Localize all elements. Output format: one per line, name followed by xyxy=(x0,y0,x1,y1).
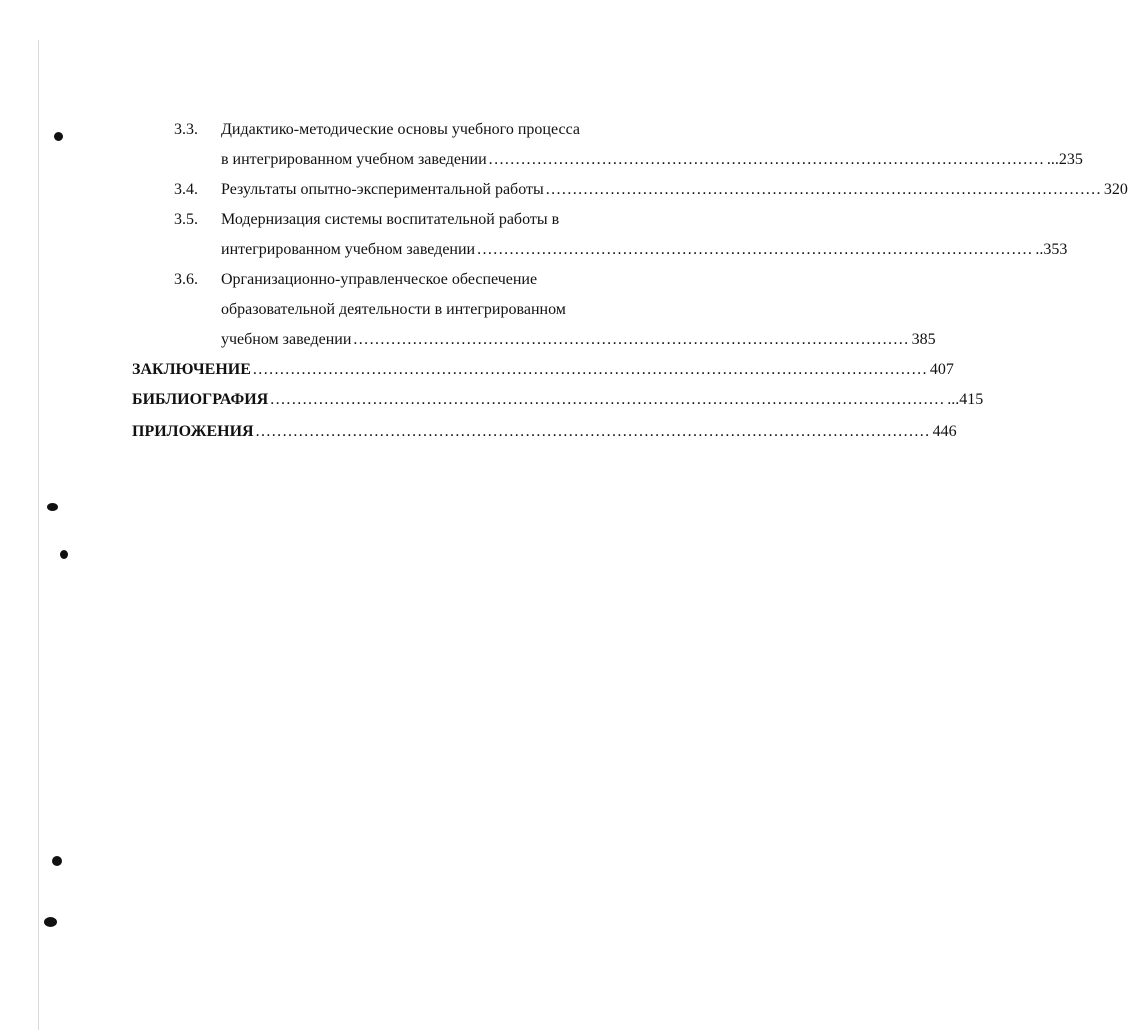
table-of-contents xyxy=(0,0,1128,460)
toc-section-title: ЗАКЛЮЧЕНИЕ xyxy=(132,361,251,378)
toc-item-line xyxy=(221,118,741,142)
toc-item-text: учебном заведении xyxy=(221,331,352,348)
leader-dots: ............................................................................................................................. xyxy=(270,391,946,408)
toc-item-line xyxy=(221,178,1128,202)
toc-item-line xyxy=(221,238,1068,262)
toc-page-number: 407 xyxy=(929,361,954,378)
scan-speck xyxy=(60,550,68,559)
leader-dots: ....................................................................................................... xyxy=(353,331,910,348)
leader-dots: ............................................................................................................................. xyxy=(255,423,931,440)
leader-dots: ....................................................................................................... xyxy=(477,241,1034,258)
toc-section-title: БИБЛИОГРАФИЯ xyxy=(132,391,269,408)
toc-section-line xyxy=(132,420,957,444)
leader-dots: ....................................................................................................... xyxy=(488,151,1045,168)
toc-item-number: 3.4. xyxy=(174,181,198,198)
scan-speck xyxy=(44,917,57,927)
leader-dots: ............................................................................................................................. xyxy=(252,361,928,378)
scan-speck xyxy=(52,856,62,866)
toc-item-line xyxy=(221,208,741,232)
toc-item-line xyxy=(221,148,1083,172)
toc-item-line xyxy=(221,268,741,292)
toc-section-title: ПРИЛОЖЕНИЯ xyxy=(132,423,254,440)
toc-item-line xyxy=(221,298,741,322)
toc-page-number: 446 xyxy=(932,423,957,440)
toc-section-line xyxy=(132,358,954,382)
scan-speck xyxy=(47,503,58,511)
toc-item-text: в интегрированном учебном заведении xyxy=(221,151,487,168)
toc-page-number: ...415 xyxy=(947,391,984,408)
toc-page-number: ...235 xyxy=(1046,151,1083,168)
toc-section-line xyxy=(132,388,984,412)
toc-item-text: Модернизация системы воспитательной работы в xyxy=(221,211,560,228)
toc-item-number: 3.6. xyxy=(174,271,198,288)
toc-item-line xyxy=(221,328,936,352)
toc-page-number: 385 xyxy=(911,331,936,348)
toc-item-text: интегрированном учебном заведении xyxy=(221,241,476,258)
toc-item-text: Результаты опытно-экспериментальной работы xyxy=(221,181,544,198)
toc-page-number: 320 xyxy=(1103,181,1128,198)
toc-item-text: образовательной деятельности в интегрированном xyxy=(221,301,566,318)
toc-item-number: 3.3. xyxy=(174,121,198,138)
toc-item-text: Организационно-управленческое обеспечение xyxy=(221,271,538,288)
toc-page-number: ..353 xyxy=(1035,241,1068,258)
leader-dots: ....................................................................................................... xyxy=(545,181,1102,198)
toc-item-number: 3.5. xyxy=(174,211,198,228)
toc-item-text: Дидактико-методические основы учебного процесса xyxy=(221,121,580,138)
